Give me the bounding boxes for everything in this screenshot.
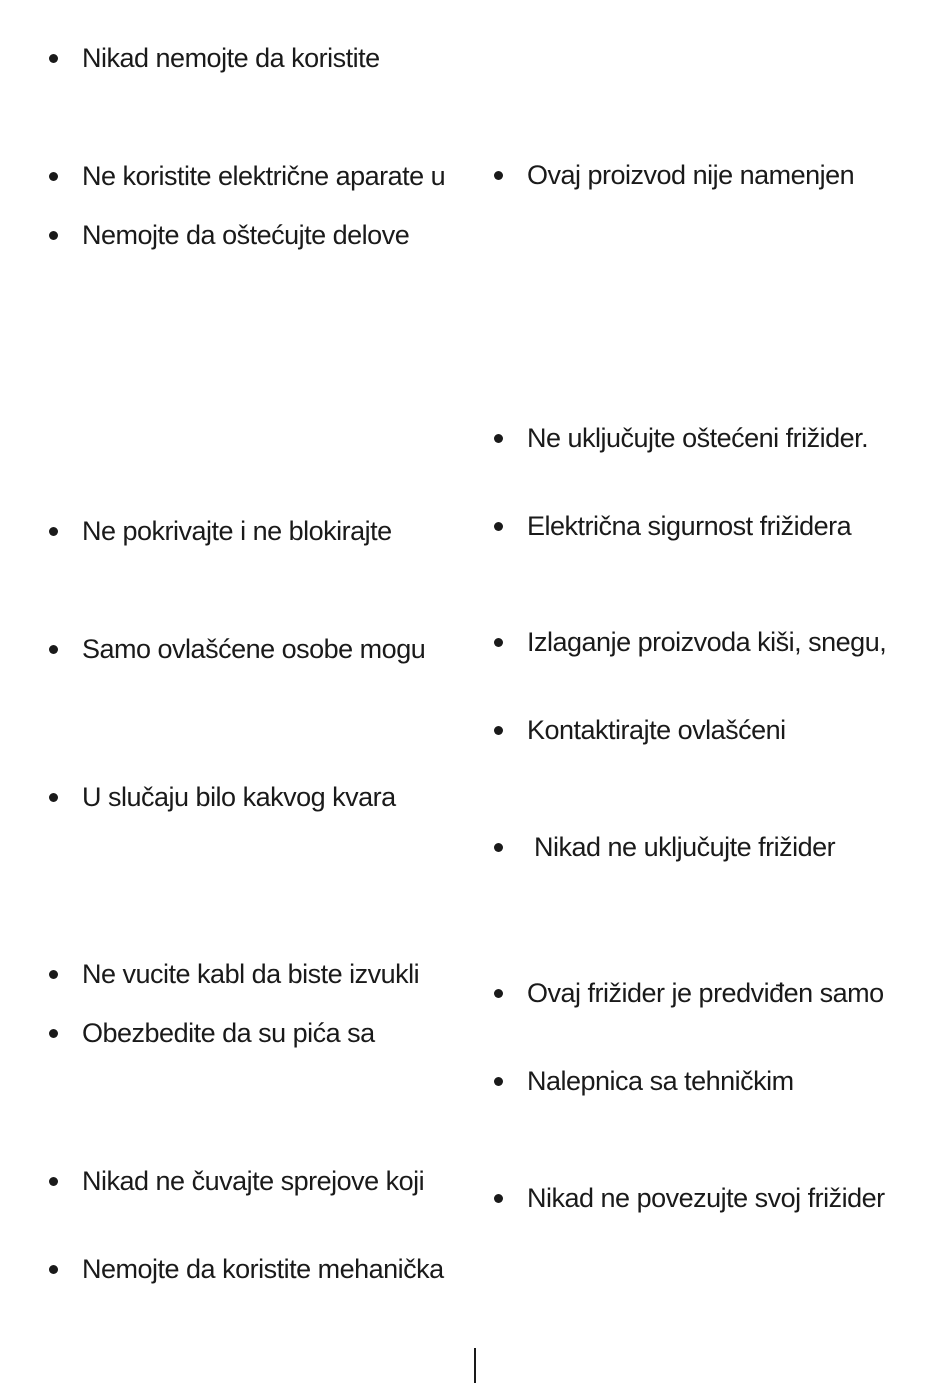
right-bullet-item xyxy=(494,973,884,1013)
bullet-text: Nikad ne čuvajte sprejove koji xyxy=(82,1166,425,1196)
right-bullet-item xyxy=(494,710,786,750)
left-bullet-item xyxy=(49,1013,375,1053)
bullet-text: Ovaj proizvod nije namenjen xyxy=(527,160,855,190)
bullet-dot-icon xyxy=(49,54,58,63)
bullet-text: Nemojte da oštećujte delove xyxy=(82,220,410,250)
bullet-text: Nikad ne povezujte svoj frižider xyxy=(527,1183,885,1213)
bullet-dot-icon xyxy=(49,970,58,979)
bullet-text: Ne vucite kabl da biste izvukli xyxy=(82,959,420,989)
left-bullet-item xyxy=(49,954,419,994)
bullet-text: Nalepnica sa tehničkim xyxy=(527,1066,794,1096)
right-bullet-item xyxy=(494,1061,794,1101)
right-bullet-item xyxy=(494,155,854,195)
bullet-text: Kontaktirajte ovlašćeni xyxy=(527,715,786,745)
bullet-text: Ne pokrivajte i ne blokirajte xyxy=(82,516,392,546)
left-bullet-item xyxy=(49,777,396,817)
left-bullet-item xyxy=(49,38,380,78)
bullet-text: Električna sigurnost frižidera xyxy=(527,511,852,541)
page-divider xyxy=(474,1348,476,1383)
bullet-dot-icon xyxy=(49,231,58,240)
bullet-text: Nikad nemojte da koristite xyxy=(82,43,380,73)
bullet-dot-icon xyxy=(494,843,503,852)
left-bullet-item xyxy=(49,511,392,551)
bullet-dot-icon xyxy=(494,726,503,735)
right-bullet-item xyxy=(494,1178,885,1218)
bullet-dot-icon xyxy=(49,1029,58,1038)
left-bullet-item xyxy=(49,1161,424,1201)
left-bullet-item xyxy=(49,629,425,669)
bullet-dot-icon xyxy=(49,527,58,536)
bullet-dot-icon xyxy=(494,434,503,443)
bullet-dot-icon xyxy=(494,171,503,180)
bullet-dot-icon xyxy=(49,1265,58,1274)
right-bullet-item xyxy=(494,418,868,458)
bullet-dot-icon xyxy=(49,645,58,654)
bullet-dot-icon xyxy=(494,1077,503,1086)
bullet-text: Ne koristite električne aparate u xyxy=(82,161,446,191)
left-bullet-item xyxy=(49,156,445,196)
bullet-text: U slučaju bilo kakvog kvara xyxy=(82,782,396,812)
bullet-dot-icon xyxy=(49,793,58,802)
left-bullet-item xyxy=(49,1249,444,1289)
right-bullet-item xyxy=(494,506,851,546)
bullet-dot-icon xyxy=(494,638,503,647)
right-bullet-item xyxy=(494,622,886,662)
right-bullet-item xyxy=(494,827,835,867)
bullet-text: Obezbedite da su pića sa xyxy=(82,1018,375,1048)
bullet-text: Nikad ne uključujte frižider xyxy=(527,832,836,862)
bullet-dot-icon xyxy=(494,522,503,531)
bullet-dot-icon xyxy=(49,1177,58,1186)
bullet-text: Ne uključujte oštećeni frižider. xyxy=(527,423,869,453)
bullet-dot-icon xyxy=(49,172,58,181)
bullet-text: Nemojte da koristite mehanička xyxy=(82,1254,444,1284)
bullet-dot-icon xyxy=(494,989,503,998)
bullet-text: Ovaj frižider je predviđen samo xyxy=(527,978,884,1008)
bullet-dot-icon xyxy=(494,1194,503,1203)
bullet-text: Izlaganje proizvoda kiši, snegu, xyxy=(527,627,887,657)
left-bullet-item xyxy=(49,215,409,255)
bullet-text: Samo ovlašćene osobe mogu xyxy=(82,634,426,664)
